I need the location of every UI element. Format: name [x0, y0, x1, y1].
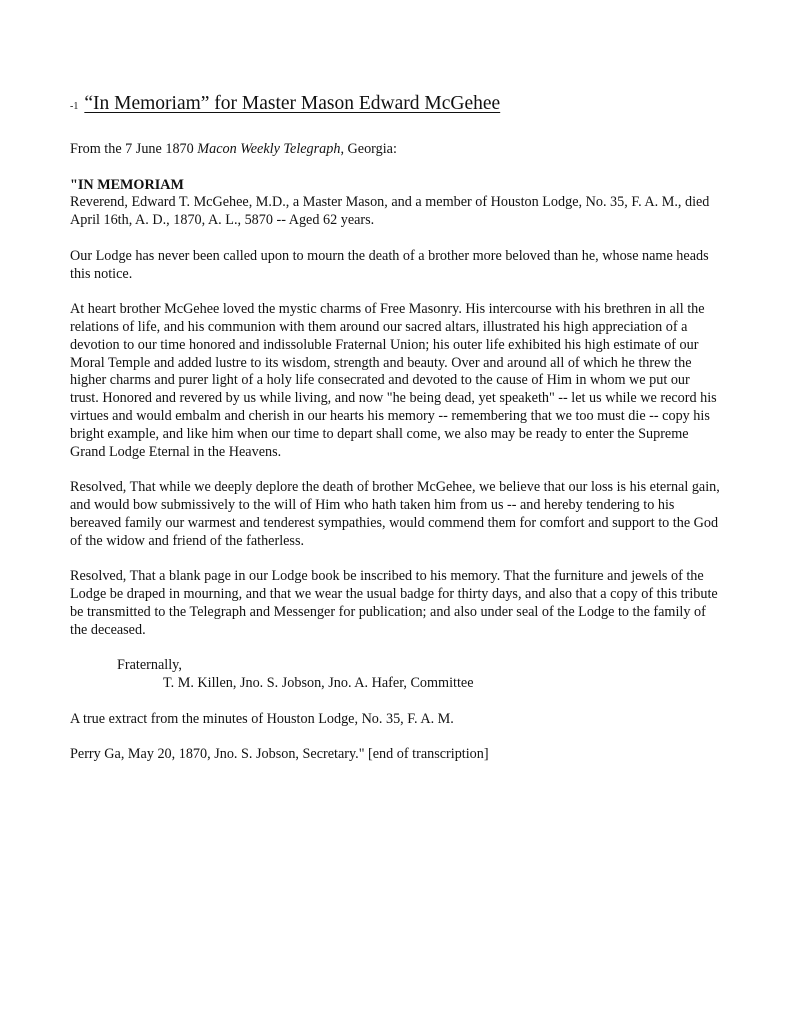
- paragraph-2: At heart brother McGehee loved the mystic charms of Free Masonry. His intercourse with his brethren in all the relations of life, and his communion with them around our sacred altars, illustrated his high appreciation of a devotion to our time honored and indissoluble Fraternal Union; his outer life exhibited his high estimate of our Moral Temple and added lustre to its wisdom, strength and beauty. Over and around all of which he threw the higher charms and purer light of a holy life consecrated and devoted to the cause of Him in whom we put our trust. Honored and revered by us while living, and now "he being dead, yet speaketh" -- let us while we record his virtues and would embalm and cherish in our hearts his memory -- remembering that we too must die -- copy his bright example, and like him when our time to depart shall come, we also may be ready to enter the Supreme Grand Lodge Eternal in the Heavens.: [70, 301, 717, 460]
- title-text: “In Memoriam” for Master Mason Edward McGehee: [84, 93, 501, 114]
- document-title: [70, 92, 720, 119]
- source-prefix: From the 7 June 1870: [70, 141, 198, 157]
- extract-note: A true extract from the minutes of Houston Lodge, No. 35, F. A. M.: [70, 710, 454, 727]
- committee-signers: T. M. Killen, Jno. S. Jobson, Jno. A. Hafer, Committee: [163, 674, 474, 691]
- closing-salutation: Fraternally,: [117, 657, 182, 674]
- title-number: -1: [70, 101, 79, 112]
- memoriam-heading: "IN MEMORIAM: [70, 176, 184, 193]
- document-page: [70, 92, 720, 782]
- source-line: [70, 141, 720, 159]
- memoriam-intro: [70, 177, 720, 230]
- source-suffix: , Georgia:: [340, 141, 397, 157]
- secretary-line: Perry Ga, May 20, 1870, Jno. S. Jobson, Secretary." [end of transcription]: [70, 746, 489, 763]
- source-newspaper: Macon Weekly Telegraph: [197, 141, 341, 157]
- paragraph-3: Resolved, That while we deeply deplore the death of brother McGehee, we believe that our loss is his eternal gain, and would bow submissively to the will of Him who hath taken him from us -- and hereby tendering to his bereaved family our warmest and tenderest sympathies, would commend them for comfort and support to the God of the widow and friend of the fatherless.: [70, 479, 720, 549]
- memoriam-intro-text: Reverend, Edward T. McGehee, M.D., a Master Mason, and a member of Houston Lodge, No. 35, F. A. M., died April 16th, A. D., 1870, A. L., 5870 -- Aged 62 years.: [70, 194, 710, 229]
- paragraph-1: Our Lodge has never been called upon to mourn the death of a brother more beloved than he, whose name heads this notice.: [70, 247, 709, 282]
- paragraph-4: Resolved, That a blank page in our Lodge book be inscribed to his memory. That the furniture and jewels of the Lodge be draped in mourning, and that we wear the usual badge for thirty days, and also that a copy of this tribute be transmitted to the Telegraph and Messenger for publication; and also under seal of the Lodge to the family of the deceased.: [70, 568, 718, 638]
